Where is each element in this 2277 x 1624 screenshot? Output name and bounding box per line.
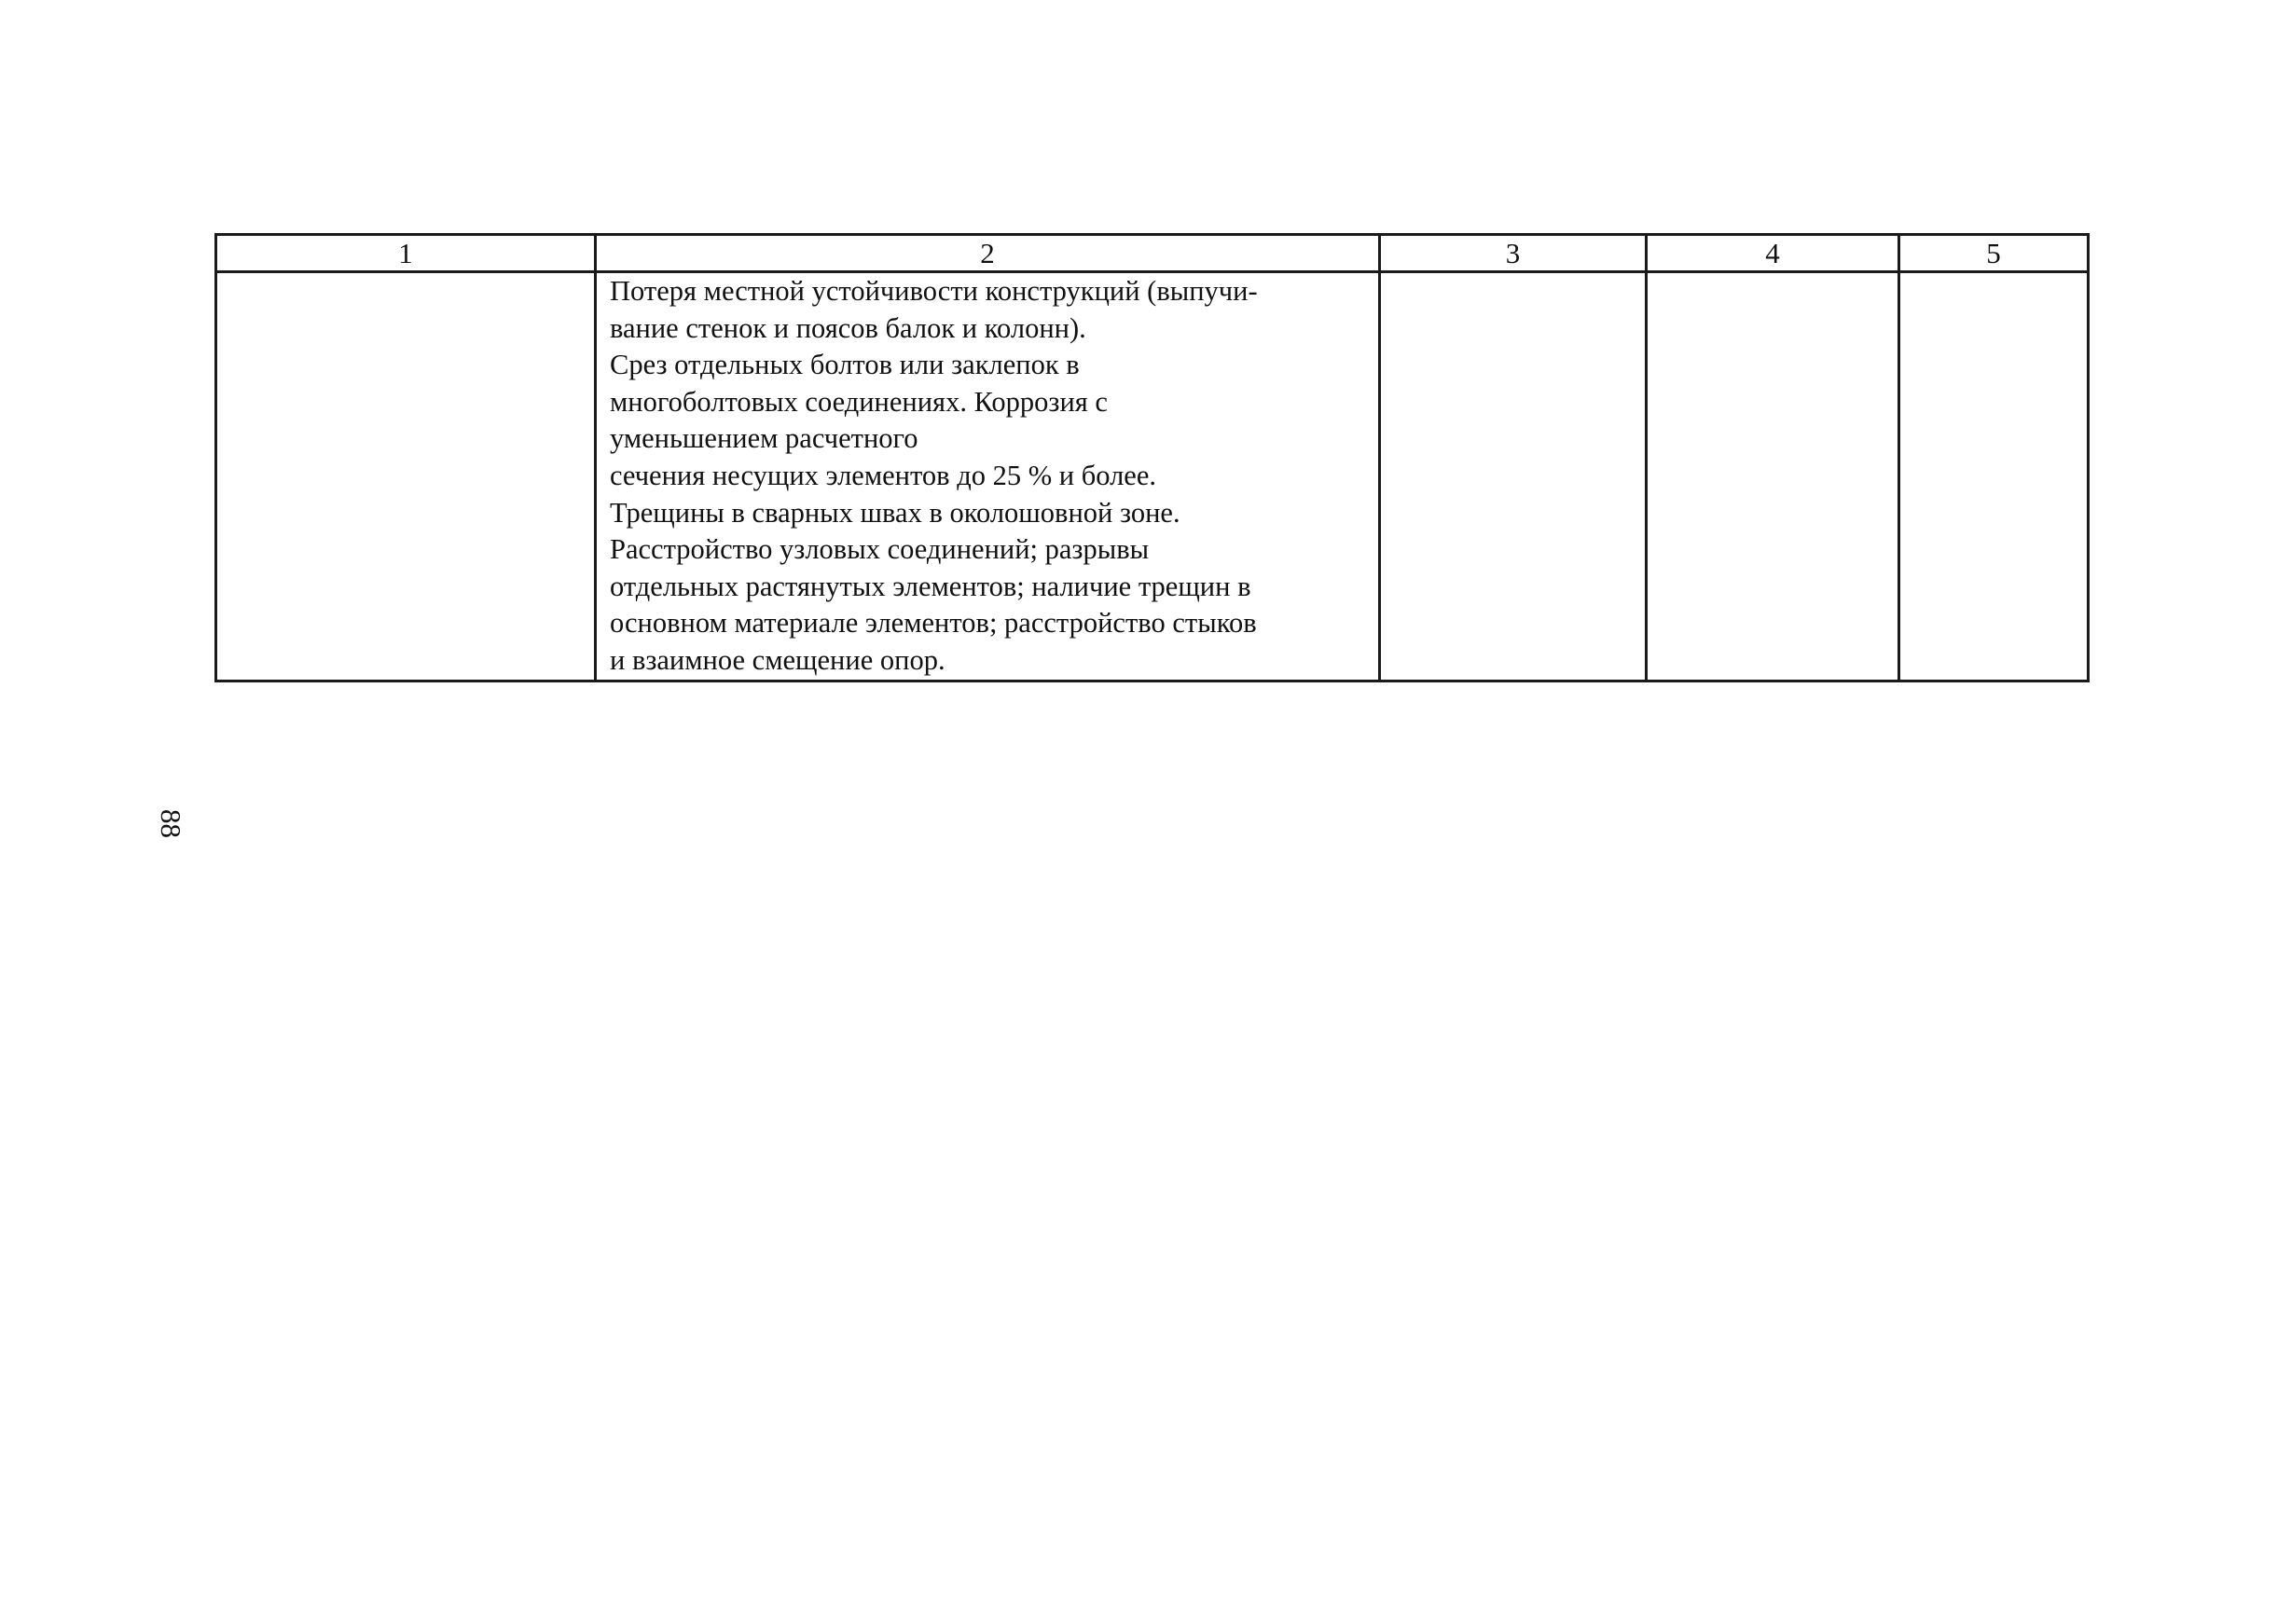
defect-description-cell <box>596 272 1380 681</box>
description-line: Трещины в сварных швах в околошовной зоне. <box>610 496 1180 529</box>
description-line: основном материале элементов; расстройство стыков <box>610 607 1257 640</box>
column-header-5: 5 <box>1899 235 2089 272</box>
table-header-row <box>216 235 2089 272</box>
description-line: многоболтовых соединениях. Коррозия с <box>610 385 1108 418</box>
table-cell-col1 <box>216 272 596 681</box>
description-line: Срез отдельных болтов или заклепок в <box>610 349 1080 381</box>
column-header-3: 3 <box>1380 235 1647 272</box>
description-line: Расстройство узловых соединений; разрывы <box>610 533 1150 566</box>
description-line: Потеря местной устойчивости конструкций (выпучи- <box>610 275 1258 307</box>
description-line: сечения несущих элементов до 25 % и более. <box>610 459 1156 491</box>
table-cell-col5 <box>1899 272 2089 681</box>
description-line: уменьшением расчетного <box>610 422 918 455</box>
page-number: 88 <box>155 809 187 838</box>
description-line: вание стенок и поясов балок и колонн). <box>610 311 1086 344</box>
description-line: отдельных растянутых элементов; наличие трещин в <box>610 570 1251 602</box>
column-header-1: 1 <box>216 235 596 272</box>
description-line: и взаимное смещение опор. <box>610 643 945 676</box>
table-cell-col4 <box>1647 272 1899 681</box>
column-header-4: 4 <box>1647 235 1899 272</box>
defects-table <box>214 233 2090 682</box>
column-header-2: 2 <box>596 235 1380 272</box>
table-cell-col3 <box>1380 272 1647 681</box>
table-row <box>216 272 2089 681</box>
